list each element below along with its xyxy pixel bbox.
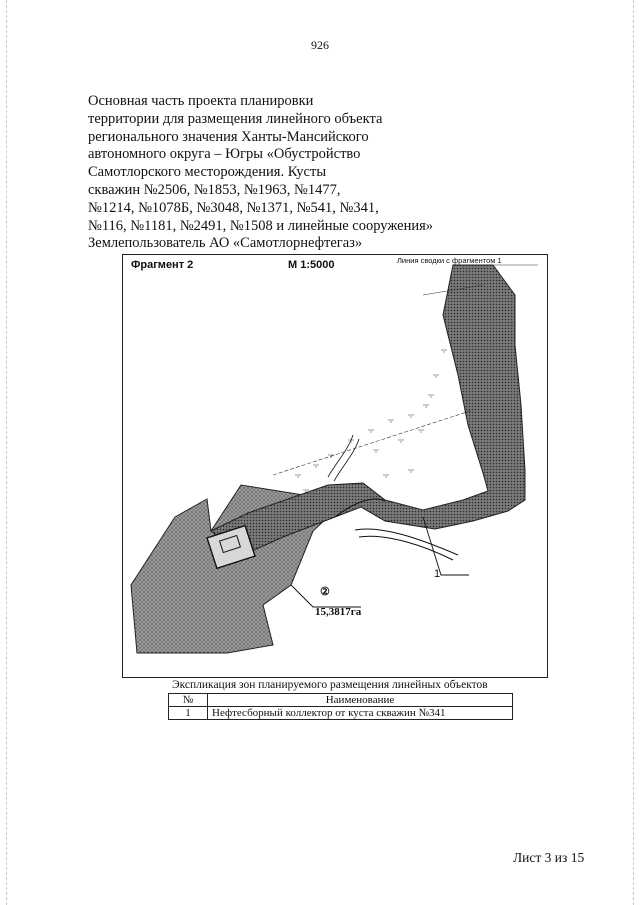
title-line: №116, №1181, №2491, №1508 и линейные сооружения» <box>88 217 434 234</box>
explication-table <box>168 693 513 720</box>
sheet-number: Лист 3 из 15 <box>513 850 585 865</box>
document-title <box>88 93 488 253</box>
scan-edge-left <box>6 0 7 905</box>
table-header-row <box>169 694 513 707</box>
pipeline-corridor <box>211 265 525 555</box>
swamp-marks <box>295 350 447 492</box>
link-line-label: Линия сводки с фрагментом 1 <box>397 256 502 265</box>
header-number: № <box>169 694 208 707</box>
fragment-label: Фрагмент 2 <box>131 259 194 271</box>
title-line: регионального значения Ханты-Мансийского <box>88 128 369 145</box>
title-line: Землепользователь АО «Самотлорнефтегаз» <box>88 235 363 252</box>
area-value: 15,3817га <box>315 606 362 618</box>
page-number: 926 <box>311 38 329 52</box>
explication-caption: Экспликация зон планируемого размещения линейных объектов <box>172 679 488 691</box>
area-number: ② <box>320 586 330 598</box>
scale-label: М 1:5000 <box>288 259 335 271</box>
row-number: 1 <box>169 707 208 720</box>
scan-edge-right <box>633 0 634 905</box>
map-fragment <box>122 254 548 678</box>
header-name: Наименование <box>208 694 513 707</box>
title-line: Основная часть проекта планировки <box>88 93 314 109</box>
table-row <box>169 707 513 720</box>
title-line: автономного округа – Югры «Обустройство <box>88 146 361 163</box>
row-name: Нефтесборный коллектор от куста скважин №341 <box>208 707 513 720</box>
title-line: скважин №2506, №1853, №1963, №1477, <box>88 181 341 198</box>
title-line: №1214, №1078Б, №3048, №1371, №541, №341, <box>88 199 379 216</box>
title-line: территории для размещения линейного объекта <box>88 110 383 127</box>
object-number: 1 <box>434 568 441 580</box>
title-line: Самотлорского месторождения. Кусты <box>88 164 327 181</box>
